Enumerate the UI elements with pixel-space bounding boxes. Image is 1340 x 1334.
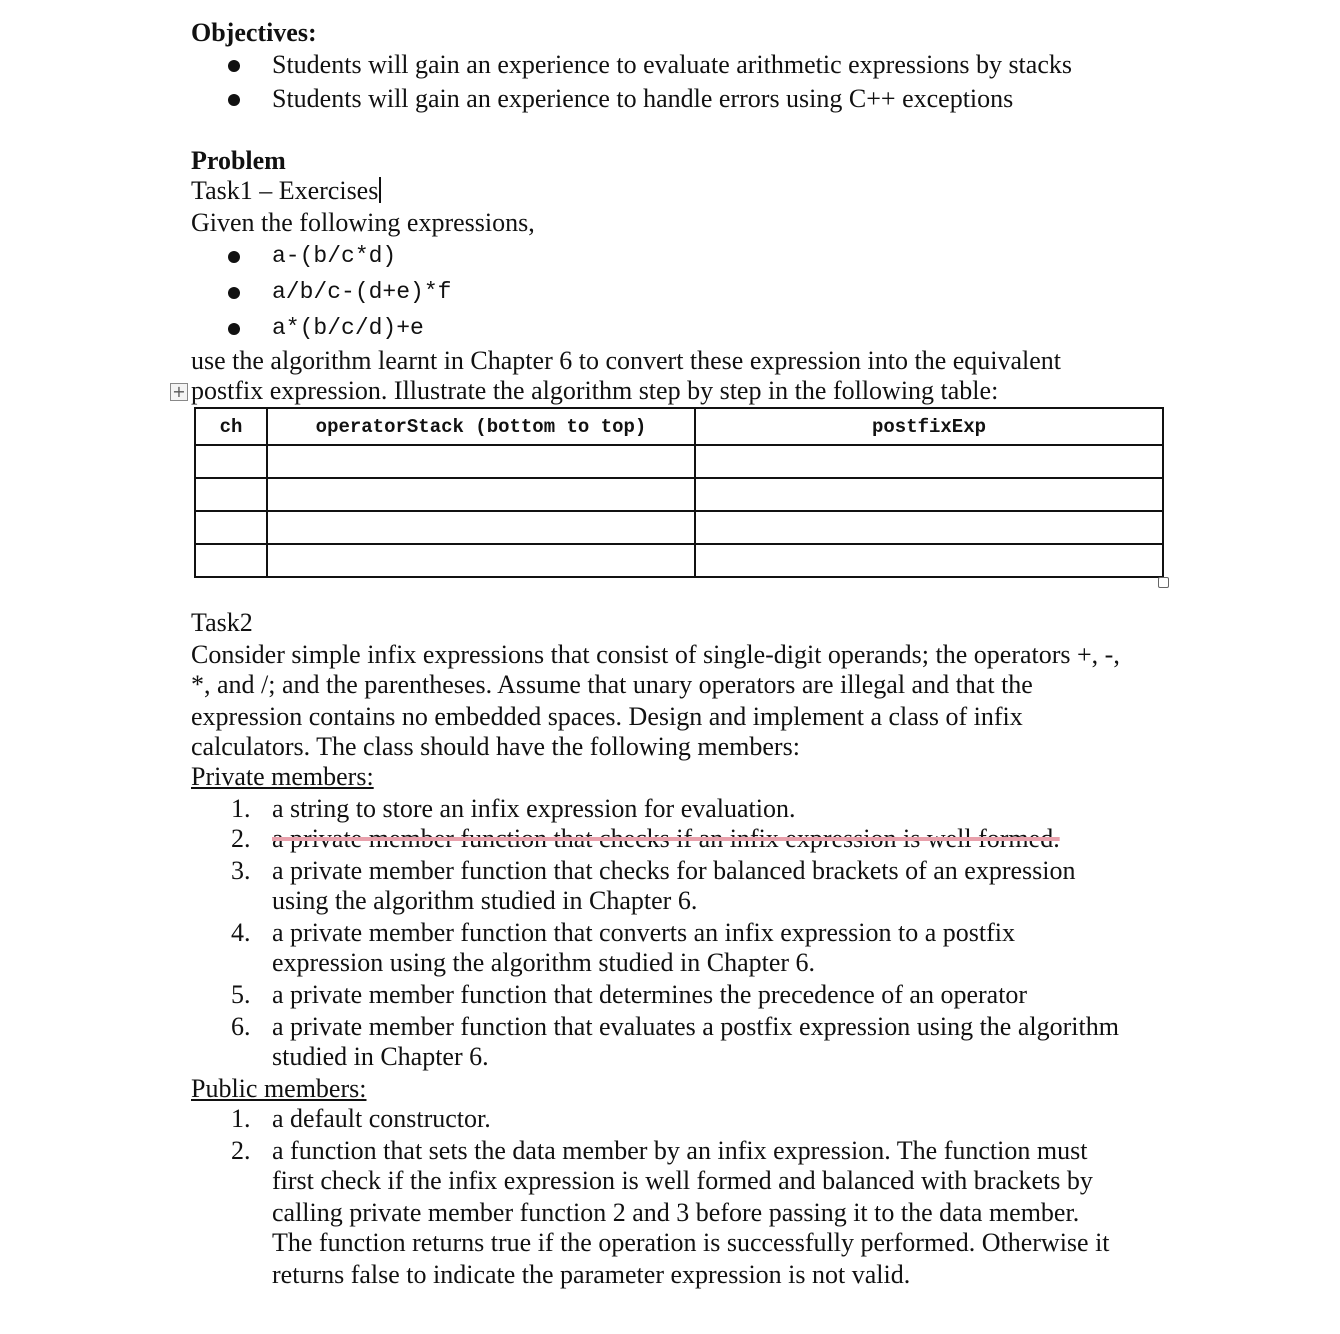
list-number: 1.: [231, 1104, 251, 1133]
instruction-line: use the algorithm learnt in Chapter 6 to convert these expression into the equivalent: [191, 346, 1062, 375]
table-cell[interactable]: [695, 478, 1163, 511]
private-item: using the algorithm studied in Chapter 6.: [272, 886, 698, 915]
public-item: calling private member function 2 and 3 before passing it to the data member.: [272, 1198, 1080, 1227]
list-number: 6.: [231, 1012, 251, 1041]
objective-item: Students will gain an experience to evaluate arithmetic expressions by stacks: [272, 50, 1072, 79]
bullet-icon: [228, 323, 240, 335]
private-item: a private member function that evaluates a postfix expression using the algorithm: [272, 1012, 1119, 1041]
table-row: [195, 478, 1163, 511]
conversion-table: [194, 407, 1164, 578]
task1-title-text: Task1 – Exercises: [191, 176, 379, 205]
table-cell[interactable]: [695, 445, 1163, 478]
table-cell[interactable]: [195, 445, 267, 478]
table-cell[interactable]: [195, 511, 267, 544]
private-item: studied in Chapter 6.: [272, 1042, 489, 1071]
table-cell[interactable]: [695, 544, 1163, 577]
list-number: 1.: [231, 794, 251, 823]
task2-description-line: expression contains no embedded spaces. Design and implement a class of infix: [191, 702, 1023, 731]
instruction-line: postfix expression. Illustrate the algorithm step by step in the following table:: [191, 376, 999, 405]
private-item: expression using the algorithm studied in Chapter 6.: [272, 948, 816, 977]
private-item: a private member function that checks for balanced brackets of an expression: [272, 856, 1076, 885]
table-cell[interactable]: [695, 511, 1163, 544]
table-cell[interactable]: [267, 445, 695, 478]
problem-heading: Problem: [191, 146, 286, 175]
header-operator-stack: operatorStack (bottom to top): [267, 408, 695, 445]
text-cursor: [379, 177, 381, 203]
objectives-heading: Objectives:: [191, 18, 317, 47]
task2-description-line: *, and /; and the parentheses. Assume that unary operators are illegal and that the: [191, 670, 1033, 699]
list-number: 5.: [231, 980, 251, 1009]
list-number: 3.: [231, 856, 251, 885]
list-number: 4.: [231, 918, 251, 947]
private-members-heading: Private members:: [191, 762, 374, 791]
table-cell[interactable]: [267, 511, 695, 544]
table-cell[interactable]: [267, 544, 695, 577]
public-item: returns false to indicate the parameter expression is not valid.: [272, 1260, 911, 1289]
table-move-handle-icon[interactable]: +: [170, 383, 188, 401]
table-resize-handle-icon[interactable]: [1158, 577, 1169, 588]
expression-item: a/b/c-(d+e)*f: [272, 279, 452, 305]
private-item: a private member function that determines the precedence of an operator: [272, 980, 1028, 1009]
list-number: 2.: [231, 1136, 251, 1165]
bullet-icon: [228, 251, 240, 263]
header-postfix-exp: postfixExp: [695, 408, 1163, 445]
private-item-struck: a private member function that checks if an infix expression is well formed.: [272, 824, 1060, 853]
task2-description-line: Consider simple infix expressions that consist of single-digit operands; the operators +, -,: [191, 640, 1120, 669]
task2-title: Task2: [191, 608, 253, 637]
table-header-row: [195, 408, 1163, 445]
public-members-heading: Public members:: [191, 1074, 367, 1103]
private-item: a private member function that converts an infix expression to a postfix: [272, 918, 1015, 947]
objective-item: Students will gain an experience to handle errors using C++ exceptions: [272, 84, 1014, 113]
private-item: a string to store an infix expression for evaluation.: [272, 794, 796, 823]
task1-title: [191, 176, 381, 206]
public-item: The function returns true if the operation is successfully performed. Otherwise it: [272, 1228, 1110, 1257]
public-item: first check if the infix expression is well formed and balanced with brackets by: [272, 1166, 1093, 1195]
public-item: a function that sets the data member by an infix expression. The function must: [272, 1136, 1088, 1165]
table-cell[interactable]: [195, 478, 267, 511]
table-cell[interactable]: [267, 478, 695, 511]
list-number: 2.: [231, 824, 251, 853]
bullet-icon: [228, 94, 240, 106]
table-row: [195, 445, 1163, 478]
table-row: [195, 511, 1163, 544]
table-cell[interactable]: [195, 544, 267, 577]
task2-description-line: calculators. The class should have the following members:: [191, 732, 800, 761]
public-item: a default constructor.: [272, 1104, 491, 1133]
bullet-icon: [228, 60, 240, 72]
header-ch: ch: [195, 408, 267, 445]
expression-item: a*(b/c/d)+e: [272, 315, 424, 341]
given-text: Given the following expressions,: [191, 208, 535, 237]
table-row: [195, 544, 1163, 577]
bullet-icon: [228, 287, 240, 299]
expression-item: a-(b/c*d): [272, 243, 397, 269]
